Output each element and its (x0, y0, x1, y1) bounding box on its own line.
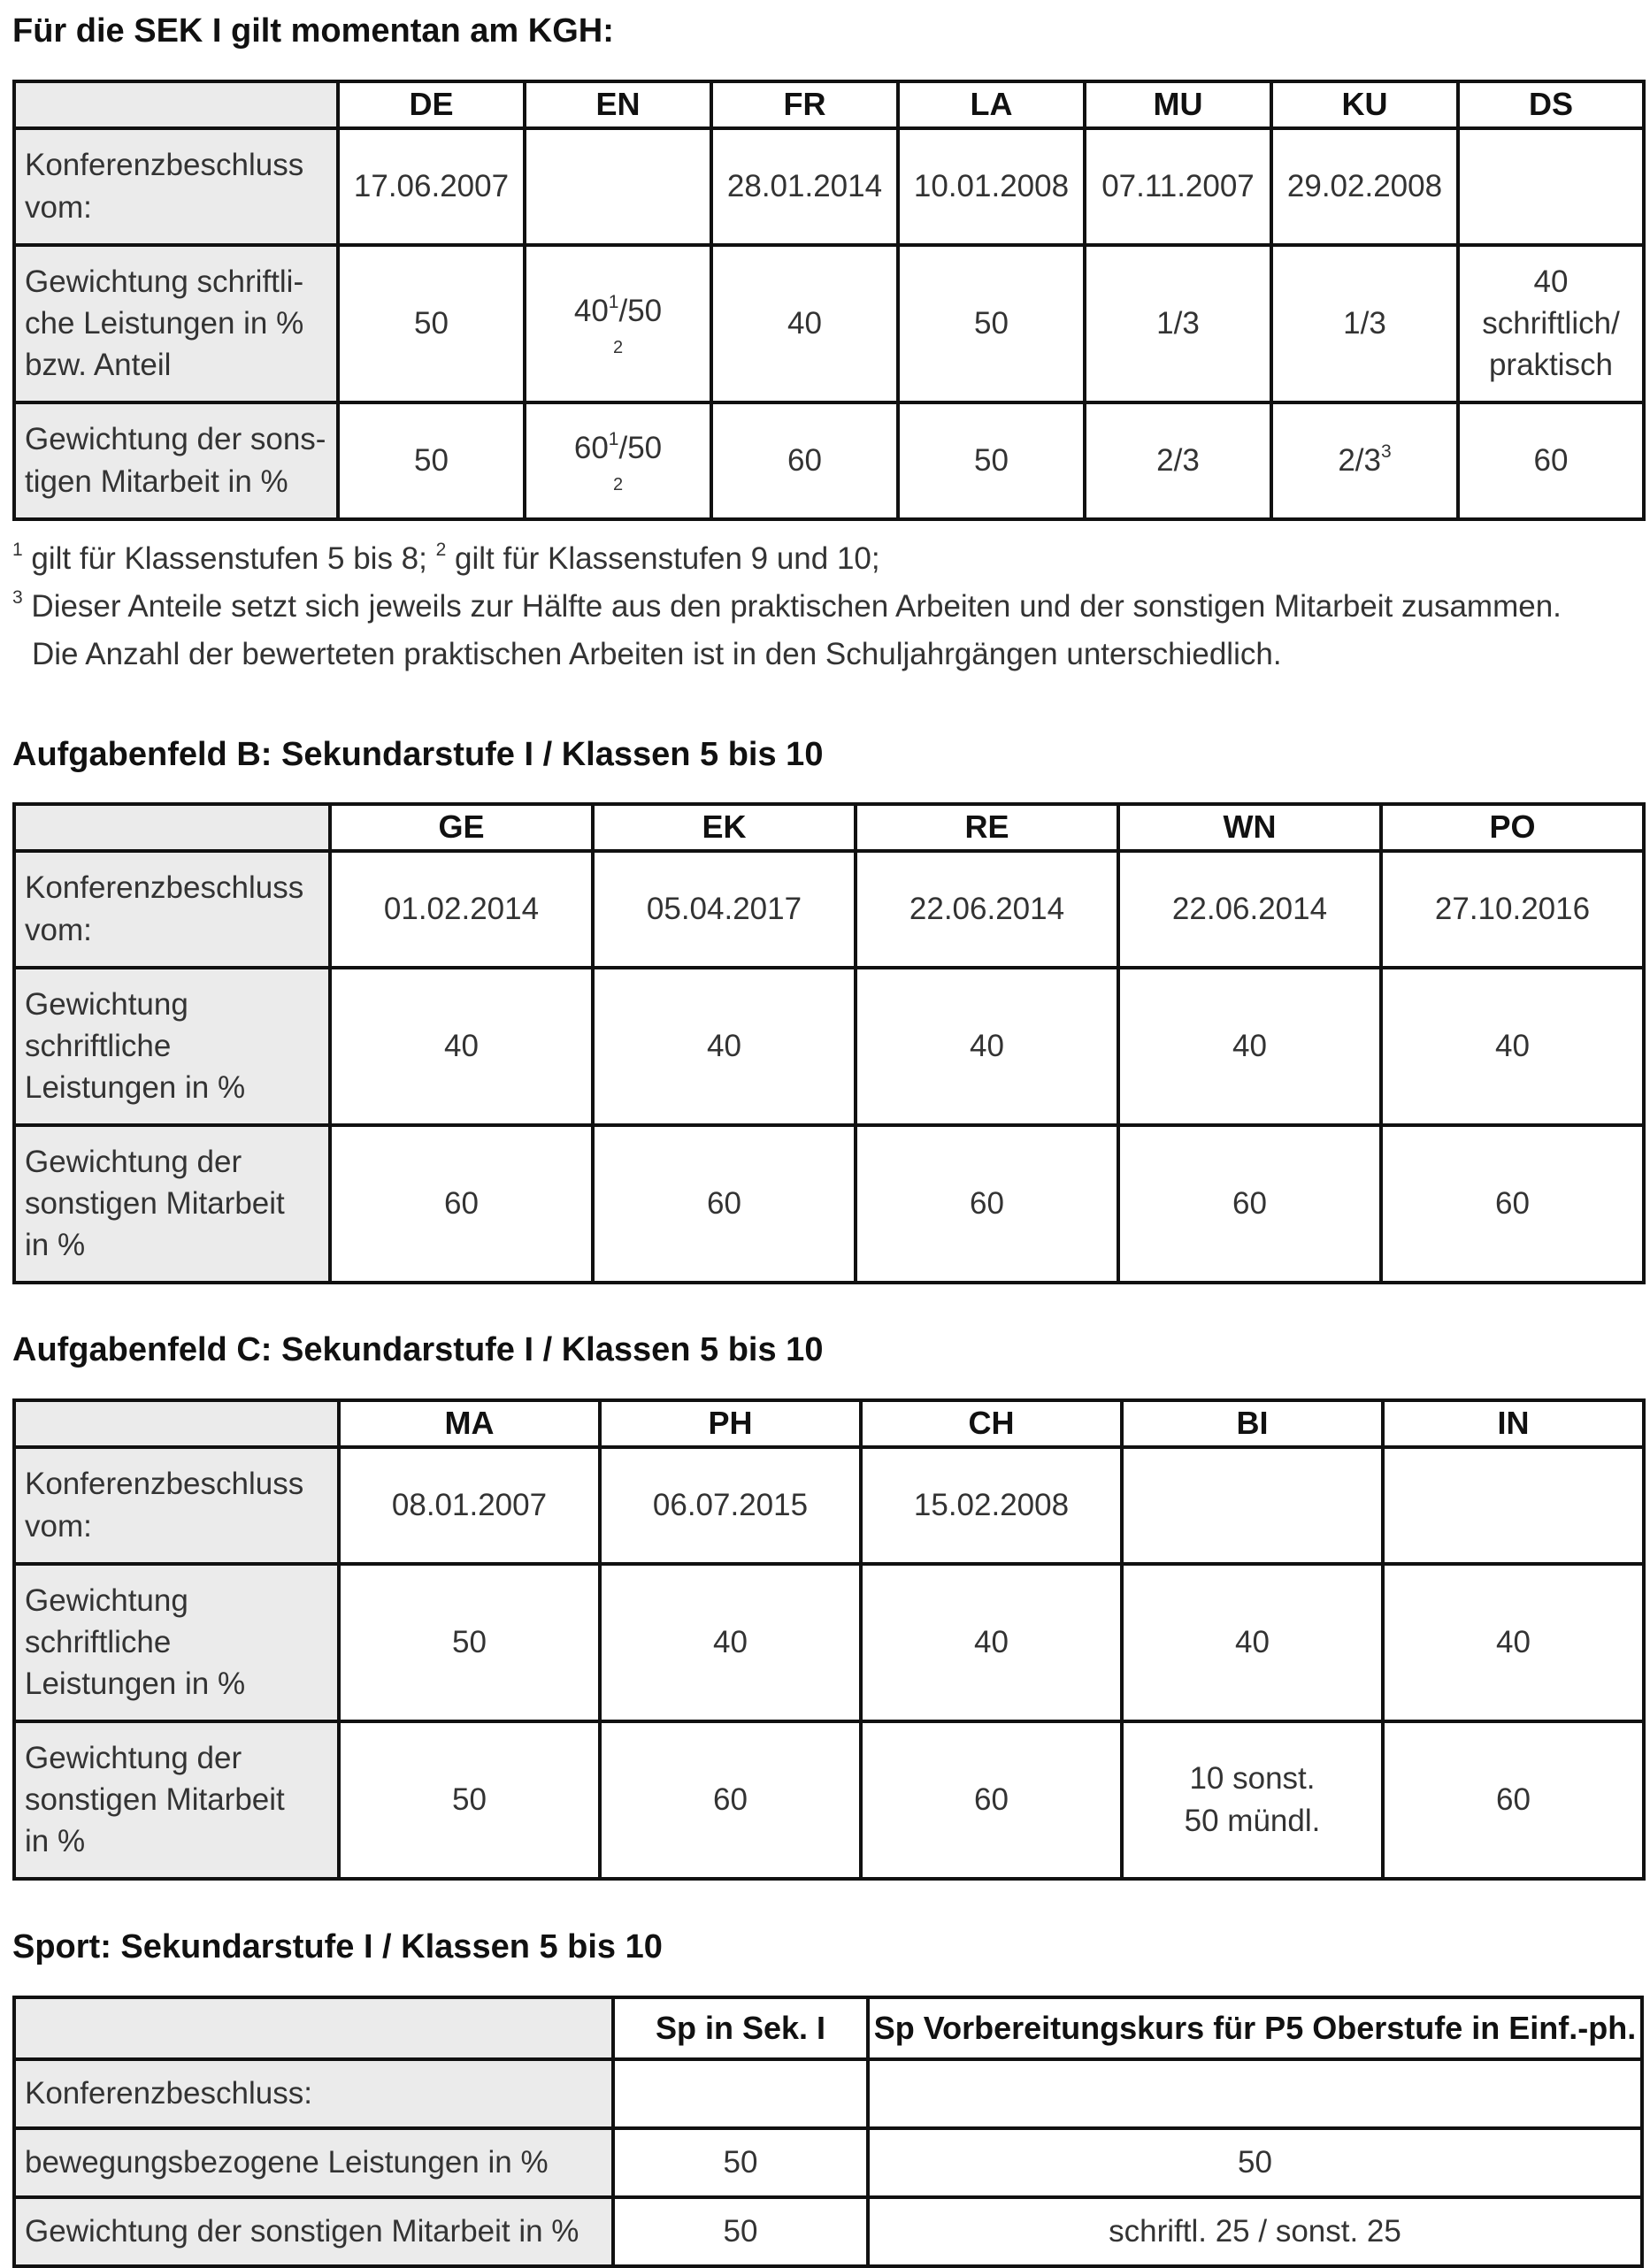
column-header: MA (339, 1400, 600, 1447)
table-cell: 05.04.2017 (593, 851, 856, 968)
table-cell: 50 (339, 1721, 600, 1879)
cell-value: 60 (573, 430, 609, 465)
table-cell: 40 schriftlich/ praktisch (1458, 245, 1644, 402)
row-label: Gewichtung schriftli- che Leistungen in % bzw. Anteil (14, 245, 338, 402)
table-header-row (14, 1400, 1644, 1447)
table-cell (613, 2059, 868, 2128)
table-cell: 15.02.2008 (861, 1447, 1122, 1564)
column-header: WN (1118, 804, 1381, 851)
table-cell: 60 (1383, 1721, 1644, 1879)
table-cell (525, 245, 711, 402)
table-row (14, 851, 1644, 968)
table-cell: 40 (1381, 968, 1644, 1125)
table-cell: 1/3 (1271, 245, 1458, 402)
column-header: KU (1271, 81, 1458, 128)
table-cell: 40 (1383, 1564, 1644, 1721)
table-cell: 2/3 (1085, 402, 1271, 519)
table-cell: 29.02.2008 (1271, 128, 1458, 245)
table-row (14, 2059, 1642, 2128)
table-row (14, 1564, 1644, 1721)
row-label: Konferenzbeschluss vom: (14, 1447, 339, 1564)
row-label: Konferenzbeschluss: (14, 2059, 613, 2128)
sport-table (12, 1996, 1644, 2268)
footnote-mark: 2 (612, 475, 624, 495)
corner-cell (14, 1400, 339, 1447)
row-label: Gewichtung der sons- tigen Mitarbeit in % (14, 402, 338, 519)
feld-c-table (12, 1398, 1646, 1881)
table-cell: 50 (338, 402, 525, 519)
cell-value: 2/3 (1338, 442, 1381, 478)
column-header: PO (1381, 804, 1644, 851)
table-row (14, 402, 1644, 519)
table-cell: 40 (1118, 968, 1381, 1125)
table-cell: 50 (868, 2128, 1642, 2197)
footnote-mark: 1 (608, 429, 619, 450)
table-cell: 40 (330, 968, 593, 1125)
column-header: CH (861, 1400, 1122, 1447)
column-header: FR (711, 81, 898, 128)
table-header-row (14, 81, 1644, 128)
table-cell: 10 sonst. 50 mündl. (1122, 1721, 1383, 1879)
table-cell: 10.01.2008 (898, 128, 1085, 245)
footnote-mark: 1 (608, 292, 619, 313)
table-cell: 17.06.2007 (338, 128, 525, 245)
table-cell (1271, 402, 1458, 519)
section-heading-sport: Sport: Sekundarstufe I / Klassen 5 bis 10 (12, 1928, 663, 1965)
table-cell: 60 (1381, 1125, 1644, 1283)
table-row (14, 1125, 1644, 1283)
table-row (14, 245, 1644, 402)
column-header: MU (1085, 81, 1271, 128)
table-cell: 07.11.2007 (1085, 128, 1271, 245)
table-cell: 40 (856, 968, 1118, 1125)
table-cell: 40 (600, 1564, 861, 1721)
table-cell: 22.06.2014 (1118, 851, 1381, 968)
table-cell: 60 (330, 1125, 593, 1283)
table-cell: 08.01.2007 (339, 1447, 600, 1564)
footnote-line: Die Anzahl der bewerteten praktischen Arbeiten ist in den Schuljahrgängen unterschiedlich. (32, 637, 1282, 671)
table-cell: 60 (856, 1125, 1118, 1283)
section-heading-feld-c: Aufgabenfeld C: Sekundarstufe I / Klassen 5 bis 10 (12, 1331, 824, 1368)
footnote-line: $^1$ gilt für Klassenstufen 5 bis 8; $^2$ gilt für Klassenstufen 9 und 10; (12, 540, 880, 576)
table-cell (1122, 1447, 1383, 1564)
table-cell: 50 (613, 2197, 868, 2266)
corner-cell (14, 81, 338, 128)
cell-value: 40 (573, 293, 609, 328)
feld-b-table (12, 802, 1646, 1284)
column-header: RE (856, 804, 1118, 851)
table-header-row (14, 804, 1644, 851)
table-cell: 40 (1122, 1564, 1383, 1721)
table-cell (525, 128, 711, 245)
row-label: Gewichtung der sonstigen Mitarbeit in % (14, 1721, 339, 1879)
section-heading-feld-b: Aufgabenfeld B: Sekundarstufe I / Klassen 5 bis 10 (12, 736, 824, 773)
corner-cell (14, 804, 330, 851)
table-cell: 50 (898, 245, 1085, 402)
table-cell: 06.07.2015 (600, 1447, 861, 1564)
table-row (14, 2197, 1642, 2266)
table-cell: 60 (861, 1721, 1122, 1879)
table-cell: 1/3 (1085, 245, 1271, 402)
table-cell (1383, 1447, 1644, 1564)
table-cell: 22.06.2014 (856, 851, 1118, 968)
table-cell: 50 (898, 402, 1085, 519)
table-header-row (14, 1997, 1642, 2059)
table-cell: 40 (861, 1564, 1122, 1721)
row-label: Gewichtung der sonstigen Mitarbeit in % (14, 1125, 330, 1283)
table-cell (1458, 128, 1644, 245)
table-row (14, 1447, 1644, 1564)
table-cell: 40 (711, 245, 898, 402)
cell-value-suffix: /50 (618, 293, 663, 328)
table-cell: 40 (593, 968, 856, 1125)
sek1-table (12, 80, 1646, 521)
column-header: BI (1122, 1400, 1383, 1447)
footnote-line: $^3$ Dieser Anteile setzt sich jeweils zur Hälfte aus den praktischen Arbeiten und der sonstigen Mitarbeit zusammen. (12, 587, 1562, 624)
table-cell: 60 (1458, 402, 1644, 519)
table-cell: 60 (711, 402, 898, 519)
column-header: DS (1458, 81, 1644, 128)
section-heading-sek1: Für die SEK I gilt momentan am KGH: (12, 12, 614, 50)
row-label: Konferenzbeschluss vom: (14, 851, 330, 968)
column-header: Sp in Sek. I (613, 1997, 868, 2059)
corner-cell (14, 1997, 613, 2059)
table-cell: 60 (1118, 1125, 1381, 1283)
table-cell: 27.10.2016 (1381, 851, 1644, 968)
table-row (14, 1721, 1644, 1879)
table-cell (868, 2059, 1642, 2128)
column-header: DE (338, 81, 525, 128)
column-header: IN (1383, 1400, 1644, 1447)
column-header: EK (593, 804, 856, 851)
table-row (14, 2128, 1642, 2197)
footnote-mark: 2 (612, 338, 624, 358)
row-label: bewegungsbezogene Leistungen in % (14, 2128, 613, 2197)
footnote-mark: 3 (1380, 441, 1392, 463)
column-header: LA (898, 81, 1085, 128)
cell-value-suffix: /50 (618, 430, 663, 465)
column-header: Sp Vorbereitungskurs für P5 Oberstufe in Einf.-ph. (868, 1997, 1642, 2059)
table-row (14, 968, 1644, 1125)
row-label: Gewichtung der sonstigen Mitarbeit in % (14, 2197, 613, 2266)
table-cell: 50 (613, 2128, 868, 2197)
table-cell: 28.01.2014 (711, 128, 898, 245)
column-header: GE (330, 804, 593, 851)
table-row (14, 128, 1644, 245)
table-cell: 50 (338, 245, 525, 402)
row-label: Konferenzbeschluss vom: (14, 128, 338, 245)
column-header: EN (525, 81, 711, 128)
column-header: PH (600, 1400, 861, 1447)
table-cell: 60 (600, 1721, 861, 1879)
row-label: Gewichtung schriftliche Leistungen in % (14, 968, 330, 1125)
table-cell: schriftl. 25 / sonst. 25 (868, 2197, 1642, 2266)
table-cell: 60 (593, 1125, 856, 1283)
table-cell: 50 (339, 1564, 600, 1721)
row-label: Gewichtung schriftliche Leistungen in % (14, 1564, 339, 1721)
table-cell: 01.02.2014 (330, 851, 593, 968)
table-cell (525, 402, 711, 519)
